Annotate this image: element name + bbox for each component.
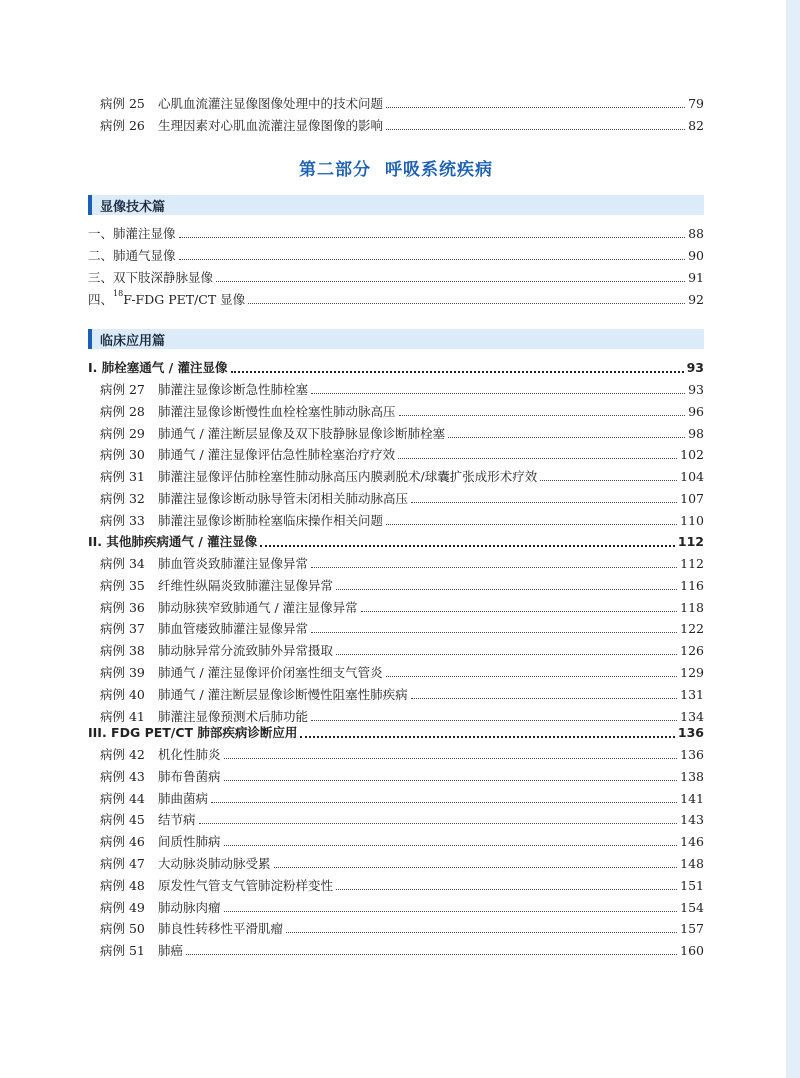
case-number: 病例 43: [100, 768, 145, 784]
band-title: 临床应用篇: [100, 333, 166, 349]
page-number: 112: [680, 556, 704, 571]
entry-title: 肺动脉狭窄致肺通气 / 灌注显像异常: [158, 599, 358, 615]
page-number: 90: [688, 248, 704, 263]
entry-title-rest: F-FDG PET/CT 显像: [123, 292, 246, 307]
entry-title: 肺动脉异常分流致肺外异常摄取: [158, 643, 334, 659]
toc-entry[interactable]: [88, 379, 704, 401]
part-name: 呼吸系统疾病: [385, 160, 493, 180]
entry-title: 肺灌注显像诊断动脉导管未闭相关肺动脉高压: [158, 491, 409, 506]
case-number: 病例 33: [100, 512, 145, 528]
page-number: 112: [677, 534, 704, 549]
page-number: 93: [686, 360, 704, 375]
leader-dots: [216, 280, 685, 282]
page-number: 129: [680, 665, 704, 680]
case-number: 病例 40: [100, 686, 145, 702]
entry-title: 肺灌注显像预测术后肺功能: [158, 708, 309, 724]
case-number: 病例 27: [100, 382, 145, 397]
leader-dots: [224, 910, 678, 912]
entry-title: 肺灌注显像诊断急性肺栓塞: [158, 382, 309, 397]
entry-title-prefix: 四、: [88, 292, 114, 307]
case-number: 病例 44: [100, 790, 145, 806]
toc-section-heading[interactable]: [88, 531, 704, 553]
case-number: 病例 26: [100, 118, 145, 133]
band-title: 显像技术篇: [100, 199, 166, 215]
entry-title: 肺癌: [158, 943, 184, 959]
entry-title: 纤维性纵隔炎致肺灌注显像异常: [158, 577, 334, 593]
leader-dots: [224, 779, 678, 781]
isotope-superscript: 18: [113, 289, 124, 298]
leader-dots: [231, 370, 684, 373]
leader-dots: [311, 566, 677, 568]
toc-entry[interactable]: [88, 744, 704, 766]
toc-entry[interactable]: [88, 897, 704, 919]
case-number: 病例 51: [100, 943, 145, 959]
page-number: 151: [680, 877, 704, 893]
entry-title: 肺布鲁菌病: [158, 768, 221, 784]
toc-section-heading[interactable]: [88, 722, 704, 744]
page-number: 116: [680, 577, 704, 593]
toc-entry[interactable]: [88, 423, 704, 445]
leader-dots: [398, 457, 677, 459]
page-number: 102: [680, 447, 704, 463]
leader-dots: [361, 610, 677, 612]
leader-dots: [179, 236, 685, 238]
page-number: 82: [688, 118, 704, 133]
toc-entry[interactable]: [88, 875, 704, 897]
page-number: 107: [680, 491, 704, 506]
case-number: 病例 25: [100, 96, 145, 111]
toc-entry[interactable]: [88, 444, 704, 466]
entry-title: 机化性肺炎: [158, 747, 221, 762]
leader-dots: [179, 258, 685, 260]
leader-dots: [399, 414, 685, 416]
entry-title: 结节病: [158, 812, 196, 828]
band-accent-bar: [88, 195, 92, 215]
leader-dots: [211, 801, 677, 803]
page-number: 91: [688, 270, 704, 285]
leader-dots: [386, 128, 685, 130]
page-number: 131: [680, 686, 704, 702]
leader-dots: [186, 953, 677, 955]
case-number: 病例 42: [100, 747, 145, 762]
case-number: 病例 32: [100, 491, 145, 506]
toc-entry[interactable]: [88, 553, 704, 575]
page-number: 122: [680, 621, 704, 637]
entry-title: 肺通气 / 灌注断层显像及双下肢静脉显像诊断肺栓塞: [158, 425, 446, 441]
toc-entry[interactable]: [88, 640, 704, 662]
entry-title: 肺通气 / 灌注显像评估急性肺栓塞治疗疗效: [158, 447, 396, 463]
entry-title: 心肌血流灌注显像图像处理中的技术问题: [158, 96, 384, 111]
entry-title: 间质性肺病: [158, 834, 221, 850]
entry-title: 肺曲菌病: [158, 790, 209, 806]
leader-dots: [386, 675, 677, 677]
page-number: 92: [688, 292, 704, 307]
entry-title: 二、肺通气显像: [88, 248, 176, 263]
page-number: 93: [688, 382, 704, 397]
leader-dots: [260, 544, 675, 547]
case-number: 病例 31: [100, 469, 145, 485]
entry-title: 生理因素对心肌血流灌注显像图像的影响: [158, 118, 384, 133]
leader-dots: [540, 479, 677, 481]
entry-title: 肺通气 / 灌注断层显像诊断慢性阻塞性肺疾病: [158, 686, 408, 702]
leader-dots: [248, 302, 685, 304]
leader-dots: [411, 697, 677, 699]
case-number: 病例 41: [100, 708, 145, 724]
page-number: 126: [680, 643, 704, 659]
entry-title: 肺灌注显像评估肺栓塞性肺动脉高压内膜剥脱术/球囊扩张成形术疗效: [158, 469, 538, 485]
case-number: 病例 50: [100, 921, 145, 937]
toc-entry[interactable]: [88, 466, 704, 488]
case-number: 病例 47: [100, 856, 145, 871]
entry-title: 肺血管瘘致肺灌注显像异常: [158, 621, 309, 637]
toc-section-heading[interactable]: [88, 357, 704, 379]
leader-dots: [274, 866, 678, 868]
case-number: 病例 49: [100, 899, 145, 915]
leader-dots: [286, 931, 677, 933]
page-number: 96: [688, 403, 704, 419]
toc-entry[interactable]: [88, 766, 704, 788]
case-number: 病例 38: [100, 643, 145, 659]
leader-dots: [311, 392, 685, 394]
leader-dots: [224, 844, 678, 846]
page-number: 79: [688, 96, 704, 111]
toc-entry[interactable]: [88, 597, 704, 619]
toc-entry[interactable]: [88, 510, 704, 532]
page-number: 160: [680, 943, 704, 959]
page-number: 110: [680, 512, 704, 528]
toc-entry[interactable]: [88, 809, 704, 831]
part-label: 第二部分: [299, 160, 371, 180]
case-number: 病例 36: [100, 599, 145, 615]
toc-entry[interactable]: [88, 575, 704, 597]
leader-dots: [448, 436, 685, 438]
page-number: 148: [680, 856, 704, 871]
leader-dots: [311, 719, 677, 721]
case-number: 病例 45: [100, 812, 145, 828]
leader-dots: [336, 588, 677, 590]
leader-dots: [300, 735, 674, 738]
section-title: III. FDG PET/CT 肺部疾病诊断应用: [88, 725, 298, 740]
entry-title: 肺动脉肉瘤: [158, 899, 221, 915]
page-number: 138: [680, 768, 704, 784]
section-title: II. 其他肺疾病通气 / 灌注显像: [88, 534, 258, 549]
toc-entry[interactable]: [88, 488, 704, 510]
case-number: 病例 34: [100, 556, 145, 571]
case-number: 病例 39: [100, 665, 145, 680]
toc-entry[interactable]: [88, 289, 704, 311]
page-number: 118: [680, 599, 704, 615]
case-number: 病例 35: [100, 577, 145, 593]
page-number: 146: [680, 834, 704, 850]
entry-title: [88, 289, 246, 307]
entry-title: 一、肺灌注显像: [88, 226, 176, 241]
page-number: 136: [677, 725, 704, 740]
toc-entry[interactable]: [88, 618, 704, 640]
entry-title: 原发性气管支气管肺淀粉样变性: [158, 877, 334, 893]
page-number: 88: [688, 226, 704, 241]
band-accent-bar: [88, 329, 92, 349]
entry-title: 肺血管炎致肺灌注显像异常: [158, 556, 309, 571]
leader-dots: [411, 501, 677, 503]
toc-entry[interactable]: [88, 831, 704, 853]
page-number: 141: [680, 790, 704, 806]
page-edge-strip: [786, 0, 800, 1078]
entry-title: 三、双下肢深静脉显像: [88, 270, 214, 285]
leader-dots: [336, 653, 677, 655]
leader-dots: [386, 523, 677, 525]
leader-dots: [386, 106, 685, 108]
toc-entry[interactable]: [88, 267, 704, 289]
toc-entry[interactable]: [88, 788, 704, 810]
page-number: 143: [680, 812, 704, 828]
leader-dots: [224, 757, 678, 759]
leader-dots: [311, 631, 677, 633]
page-number: 104: [680, 469, 704, 485]
leader-dots: [199, 822, 678, 824]
page-number: 98: [688, 425, 704, 441]
entry-title: 大动脉炎肺动脉受累: [158, 856, 271, 871]
case-number: 病例 29: [100, 425, 145, 441]
toc-entry[interactable]: [88, 853, 704, 875]
case-number: 病例 30: [100, 447, 145, 463]
section-band-clinical: [88, 329, 704, 349]
case-number: 病例 37: [100, 621, 145, 637]
toc-entry[interactable]: [88, 662, 704, 684]
toc-entry[interactable]: [88, 684, 704, 706]
toc-entry[interactable]: [88, 940, 704, 962]
toc-entry[interactable]: [88, 401, 704, 423]
entry-title: 肺良性转移性平滑肌瘤: [158, 921, 284, 937]
toc-entry[interactable]: [88, 918, 704, 940]
part-title: [88, 155, 704, 180]
leader-dots: [336, 888, 677, 890]
page-number: 134: [680, 708, 704, 724]
section-title: I. 肺栓塞通气 / 灌注显像: [88, 360, 228, 375]
toc-entry[interactable]: [88, 223, 704, 245]
page-number: 136: [680, 747, 704, 762]
entry-title: 肺灌注显像诊断慢性血栓栓塞性肺动脉高压: [158, 403, 396, 419]
case-number: 病例 28: [100, 403, 145, 419]
toc-entry[interactable]: [88, 245, 704, 267]
page-number: 157: [680, 921, 704, 937]
toc-entry[interactable]: [88, 93, 704, 115]
case-number: 病例 46: [100, 834, 145, 850]
toc-entry[interactable]: [88, 115, 704, 137]
section-band-imaging: [88, 195, 704, 215]
entry-title: 肺灌注显像诊断肺栓塞临床操作相关问题: [158, 512, 384, 528]
entry-title: 肺通气 / 灌注显像评价闭塞性细支气管炎: [158, 665, 383, 680]
case-number: 病例 48: [100, 877, 145, 893]
page-number: 154: [680, 899, 704, 915]
